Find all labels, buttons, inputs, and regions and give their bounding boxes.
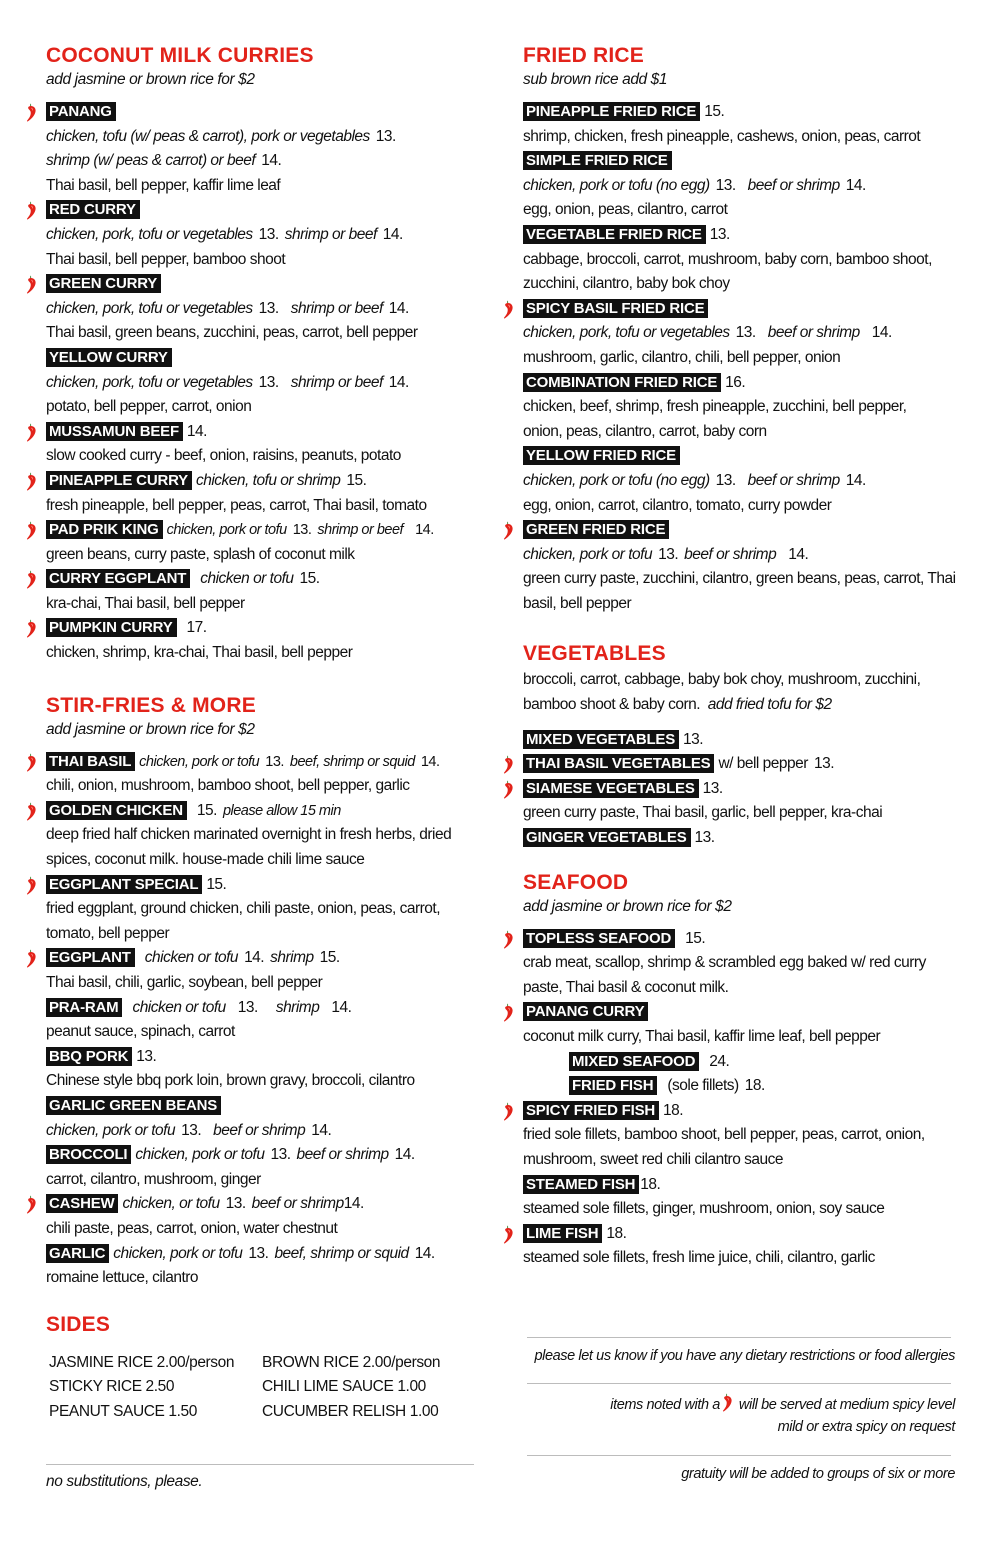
stirfries-list <box>46 750 476 1291</box>
item-description: potato, bell pepper, carrot, onion <box>46 398 252 416</box>
item-option: chicken, tofu (w/ peas & carrot), pork or vegetables <box>46 127 370 145</box>
item-price: 14. <box>244 949 265 967</box>
item-name: PINEAPPLE FRIED RICE <box>523 102 700 121</box>
sides-row <box>49 1351 475 1376</box>
menu-item-spicy-basil-fried-rice <box>523 297 963 371</box>
chili-pepper-icon <box>503 300 514 319</box>
item-name: GINGER VEGETABLES <box>523 828 691 847</box>
chili-pepper-icon <box>503 930 514 949</box>
item-price: 18. <box>663 1101 684 1119</box>
item-price: 14. <box>343 1195 364 1213</box>
item-option: shrimp or beef <box>284 225 377 243</box>
item-price: 13. <box>258 373 279 391</box>
chili-pepper-icon <box>26 949 37 968</box>
item-option: shrimp or beef <box>317 522 404 539</box>
item-description: chicken, beef, shrimp, fresh pineapple, zucchini, bell pepper, onion, peas, cilantro, carrot, baby corn <box>523 398 907 440</box>
item-price: 13. <box>292 522 312 539</box>
item-description: crab meat, scallop, shrimp & scrambled egg baked w/ red curry paste, Thai basil & coconut milk. <box>523 954 926 996</box>
item-description: kra-chai, Thai basil, bell pepper <box>46 594 245 612</box>
item-price: 13. <box>813 755 835 773</box>
chili-pepper-icon <box>503 780 514 799</box>
item-name: GREEN FRIED RICE <box>523 520 669 539</box>
curries-list <box>46 100 476 666</box>
item-price: 13. <box>237 998 258 1016</box>
item-price: 16. <box>725 373 746 391</box>
chili-pepper-icon <box>503 1225 514 1244</box>
item-description: slow cooked curry - beef, onion, raisins, peanuts, potato <box>46 447 401 465</box>
item-name: PANANG <box>46 102 116 121</box>
menu-item-golden-chicken <box>46 799 476 873</box>
item-note: (sole fillets) <box>667 1077 739 1095</box>
item-option: chicken, pork or tofu <box>166 522 287 539</box>
item-option: shrimp (w/ peas & carrot) or beef <box>46 152 256 170</box>
item-option: shrimp <box>270 949 314 967</box>
item-name: GREEN CURRY <box>46 274 161 293</box>
chili-pepper-icon <box>26 472 37 491</box>
item-price: 24. <box>709 1052 730 1070</box>
item-description: Chinese style bbq pork loin, brown gravy, broccoli, cilantro <box>46 1072 415 1090</box>
chili-pepper-icon <box>26 423 37 442</box>
allergies-note: please let us know if you have any dietary restrictions or food allergies <box>534 1348 955 1364</box>
right-column <box>523 44 963 1271</box>
item-option: chicken, pork or tofu (no egg) <box>523 176 710 194</box>
item-name: PINEAPPLE CURRY <box>46 471 192 490</box>
item-description: egg, onion, carrot, cilantro, tomato, curry powder <box>523 496 832 514</box>
sides-title: SIDES <box>46 1312 111 1336</box>
item-price: 13. <box>270 1146 291 1164</box>
item-option: beef, shrimp or squid <box>274 1244 409 1262</box>
item-name: EGGPLANT SPECIAL <box>46 875 202 894</box>
item-description: Thai basil, green beans, zucchini, peas, carrot, bell pepper <box>46 324 418 342</box>
side-item: CHILI LIME SAUCE 1.00 <box>262 1378 426 1396</box>
item-price: 14. <box>331 998 352 1016</box>
chili-pepper-icon <box>26 1195 37 1214</box>
menu-item-pineapple-curry <box>46 469 476 518</box>
vegetables-title: VEGETABLES <box>523 642 666 666</box>
side-item: CUCUMBER RELISH 1.00 <box>262 1402 439 1420</box>
item-option: beef or shrimp <box>747 471 840 489</box>
sides-row <box>49 1375 475 1400</box>
chili-pepper-icon <box>722 1393 733 1412</box>
menu-item-thai-basil-vegetables <box>523 752 963 777</box>
item-price: 14. <box>394 1146 415 1164</box>
item-name: SPICY FRIED FISH <box>523 1101 659 1120</box>
item-name: GOLDEN CHICKEN <box>46 801 187 820</box>
item-price: 13. <box>258 225 279 243</box>
menu-item-pumpkin-curry <box>46 616 476 665</box>
divider <box>46 1464 474 1465</box>
item-option: beef or shrimp <box>251 1195 344 1213</box>
item-description: chili, onion, mushroom, bamboo shoot, bell pepper, garlic <box>46 777 410 795</box>
item-option: chicken, pork, tofu or vegetables <box>523 324 730 342</box>
menu-item-eggplant <box>46 946 476 995</box>
spicy-level-note <box>610 1393 955 1438</box>
item-option: beef or shrimp <box>296 1146 389 1164</box>
seafood-list <box>523 927 963 1271</box>
item-price: 15. <box>704 103 725 120</box>
chili-pepper-icon <box>26 275 37 294</box>
item-name: STEAMED FISH <box>523 1175 639 1194</box>
left-column <box>46 44 476 1425</box>
item-price: 15. <box>196 801 217 819</box>
menu-item-siamese-vegetables <box>523 777 963 826</box>
side-item: JASMINE RICE 2.00/person <box>49 1353 235 1371</box>
sides-row <box>49 1400 475 1425</box>
chili-pepper-icon <box>503 521 514 540</box>
chili-pepper-icon <box>503 1102 514 1121</box>
item-price: 14. <box>788 545 809 563</box>
item-option: shrimp <box>275 998 320 1016</box>
item-name: CASHEW <box>46 1194 118 1213</box>
item-name: THAI BASIL VEGETABLES <box>523 754 714 773</box>
chili-pepper-icon <box>26 619 37 638</box>
vegetables-list <box>523 728 963 851</box>
item-option: chicken, pork, tofu or vegetables <box>46 373 253 391</box>
item-description: green beans, curry paste, splash of coconut milk <box>46 545 355 563</box>
menu-item-green-fried-rice <box>523 518 963 616</box>
item-name: TOPLESS SEAFOOD <box>523 929 675 948</box>
item-price: 14. <box>311 1121 332 1139</box>
chili-pepper-icon <box>26 570 37 589</box>
item-description: Thai basil, bell pepper, bamboo shoot <box>46 250 286 268</box>
item-option: beef or shrimp <box>767 324 860 342</box>
item-price: 13. <box>136 1047 157 1065</box>
item-option: chicken or tofu <box>200 570 294 588</box>
item-price: 14. <box>845 471 866 489</box>
item-price: 14. <box>382 225 403 243</box>
item-price: 13. <box>702 779 723 797</box>
item-name: MIXED VEGETABLES <box>523 730 679 749</box>
fried-rice-title: FRIED RICE <box>523 44 645 67</box>
menu-item-lime-fish <box>523 1222 963 1271</box>
item-name: EGGPLANT <box>46 948 135 967</box>
item-option: chicken, pork or tofu <box>139 753 260 770</box>
item-option: chicken, pork or tofu <box>523 545 653 563</box>
item-name: YELLOW CURRY <box>46 348 172 367</box>
item-price: 14. <box>388 373 409 391</box>
item-description: green curry paste, Thai basil, garlic, bell pepper, kra-chai <box>523 804 883 822</box>
item-price: 14. <box>414 1244 435 1262</box>
item-price: 14. <box>845 176 866 194</box>
item-name: MUSSAMUN BEEF <box>46 422 183 441</box>
item-price: 13. <box>683 730 704 748</box>
item-name: BROCCOLI <box>46 1145 131 1164</box>
item-description: steamed sole fillets, ginger, mushroom, onion, soy sauce <box>523 1200 885 1218</box>
item-option: chicken, pork or tofu (no egg) <box>523 471 710 489</box>
chili-pepper-icon <box>26 103 37 122</box>
no-substitutions-note: no substitutions, please. <box>46 1473 203 1490</box>
item-option: beef or shrimp <box>747 176 840 194</box>
item-extra: w/ bell pepper <box>718 755 808 773</box>
item-price: 13. <box>225 1195 246 1213</box>
item-price: 13. <box>248 1244 269 1262</box>
item-name: RED CURRY <box>46 200 140 219</box>
item-price: 14. <box>871 324 892 342</box>
menu-item-ginger-vegetables <box>523 826 963 851</box>
item-option: chicken, tofu or shrimp <box>195 471 341 489</box>
vegetables-intro-text: broccoli, carrot, cabbage, baby bok choy, mushroom, zucchini, bamboo shoot & baby corn. <box>523 671 921 714</box>
item-name: SIMPLE FRIED RICE <box>523 151 672 170</box>
item-description: cabbage, broccoli, carrot, mushroom, baby corn, bamboo shoot, zucchini, cilantro, baby bok choy <box>523 250 932 293</box>
side-item: BROWN RICE 2.00/person <box>262 1353 441 1371</box>
item-description: fried sole fillets, bamboo shoot, bell pepper, peas, carrot, onion, mushroom, sweet red chili cilantro sauce <box>523 1126 925 1168</box>
item-name: FRIED FISH <box>569 1076 657 1095</box>
item-name: SPICY BASIL FRIED RICE <box>523 299 708 318</box>
menu-item-topless-seafood <box>523 927 963 1001</box>
menu-item-mussamun-beef <box>46 420 476 469</box>
item-name: PUMPKIN CURRY <box>46 618 177 637</box>
item-description: egg, onion, peas, cilantro, carrot <box>523 201 728 219</box>
item-option: chicken, pork, tofu or vegetables <box>46 299 253 317</box>
menu-item-cashew <box>46 1192 476 1241</box>
menu-item-thai-basil <box>46 750 476 799</box>
item-description: chili paste, peas, carrot, onion, water chestnut <box>46 1219 338 1237</box>
divider <box>527 1383 951 1384</box>
menu-item-garlic-green-beans <box>46 1094 476 1143</box>
item-name: GARLIC <box>46 1244 109 1263</box>
item-name: VEGETABLE FRIED RICE <box>523 225 706 244</box>
fried-rice-list <box>523 100 963 616</box>
item-description: Thai basil, chili, garlic, soybean, bell pepper <box>46 974 323 991</box>
chili-pepper-icon <box>26 521 37 540</box>
chili-pepper-icon <box>503 755 514 774</box>
menu-item-vegetable-fried-rice <box>523 223 963 297</box>
item-price: 13. <box>735 324 756 342</box>
item-name: PANANG CURRY <box>523 1002 648 1021</box>
item-price: 17. <box>186 619 207 637</box>
menu-item-mixed-vegetables <box>523 728 963 753</box>
menu-item-green-curry <box>46 272 476 346</box>
item-option: chicken, pork or tofu <box>46 1121 176 1139</box>
item-price: 13. <box>658 545 679 563</box>
item-name: MIXED SEAFOOD <box>569 1052 699 1071</box>
item-description: fresh pineapple, bell pepper, peas, carrot, Thai basil, tomato <box>46 496 427 514</box>
menu-item-panang <box>46 100 476 198</box>
vegetables-intro <box>523 668 933 717</box>
item-price: 13. <box>694 829 715 847</box>
item-option: chicken, pork, tofu or vegetables <box>46 225 253 243</box>
item-name: YELLOW FRIED RICE <box>523 446 680 465</box>
item-price: 13. <box>375 127 396 145</box>
menu-item-yellow-fried-rice <box>523 444 963 518</box>
menu-item-combination-fried-rice <box>523 371 963 445</box>
sides-table <box>46 1351 475 1425</box>
menu-item-pad-prik-king <box>46 518 476 567</box>
menu-item-red-curry <box>46 198 476 272</box>
item-name: CURRY EGGPLANT <box>46 569 190 588</box>
item-description: carrot, cilantro, mushroom, ginger <box>46 1170 261 1188</box>
item-price: 13. <box>715 176 736 194</box>
item-price: 18. <box>744 1077 765 1095</box>
menu-item-eggplant-special <box>46 873 476 947</box>
item-option: chicken, pork or tofu <box>135 1146 265 1164</box>
divider <box>527 1455 951 1456</box>
item-price: 15. <box>319 949 340 967</box>
item-price: 14. <box>420 753 440 770</box>
menu-item-yellow-curry <box>46 346 476 420</box>
fried-rice-subtitle: sub brown rice add $1 <box>523 71 668 88</box>
item-price: 18. <box>640 1175 661 1193</box>
item-description: steamed sole fillets, fresh lime juice, chili, cilantro, garlic <box>523 1249 875 1267</box>
item-name: PAD PRIK KING <box>46 520 163 539</box>
item-option: chicken or tofu <box>144 949 239 967</box>
menu-item-spicy-fried-fish <box>523 1099 963 1173</box>
item-name: PRA-RAM <box>46 998 122 1017</box>
item-price: 13. <box>258 299 279 317</box>
item-option: beef or shrimp <box>213 1121 306 1139</box>
item-name: SIAMESE VEGETABLES <box>523 779 699 798</box>
item-description: Thai basil, bell pepper, kaffir lime leaf <box>46 176 281 194</box>
menu-item-broccoli <box>46 1143 476 1192</box>
item-description: deep fried half chicken marinated overnight in fresh herbs, dried spices, coconut milk. house-made chili lime sauce <box>46 826 452 869</box>
side-item: STICKY RICE 2.50 <box>49 1378 175 1396</box>
chili-pepper-icon <box>26 802 37 821</box>
seafood-title: SEAFOOD <box>523 870 629 894</box>
item-price: 15. <box>685 929 706 947</box>
item-price: 13. <box>709 225 730 243</box>
seafood-subtitle: add jasmine or brown rice for $2 <box>523 897 732 915</box>
item-price: 15. <box>299 570 320 588</box>
item-description: chicken, shrimp, kra-chai, Thai basil, bell pepper <box>46 644 353 662</box>
item-price: 14. <box>186 422 207 440</box>
chili-pepper-icon <box>503 1003 514 1022</box>
item-name: GARLIC GREEN BEANS <box>46 1096 221 1115</box>
item-option: beef or shrimp <box>684 545 777 563</box>
menu-item-pineapple-fried-rice <box>523 100 963 149</box>
spicy-note-line2: mild or extra spicy on request <box>777 1419 955 1435</box>
item-description: shrimp, chicken, fresh pineapple, cashews, onion, peas, carrot <box>523 127 921 145</box>
spicy-note-post: will be served at medium spicy level <box>738 1397 955 1413</box>
menu-item-steamed-fish <box>523 1173 963 1222</box>
item-name: BBQ PORK <box>46 1047 132 1066</box>
item-option: chicken or tofu <box>132 998 226 1016</box>
item-description: romaine lettuce, cilantro <box>46 1269 199 1287</box>
item-description: mushroom, garlic, cilantro, chili, bell pepper, onion <box>523 348 841 366</box>
chili-pepper-icon <box>26 876 37 895</box>
item-option: shrimp or beef <box>290 299 383 317</box>
item-price: 14. <box>415 522 434 539</box>
divider <box>527 1337 951 1338</box>
item-price: 13. <box>265 753 284 770</box>
item-option: shrimp or beef <box>290 373 383 391</box>
menu-item-simple-fried-rice <box>523 149 963 223</box>
side-item: PEANUT SAUCE 1.50 <box>49 1402 197 1420</box>
curries-subtitle: add jasmine or brown rice for $2 <box>46 71 255 88</box>
item-name: THAI BASIL <box>46 752 135 771</box>
item-description: fried eggplant, ground chicken, chili paste, onion, peas, carrot, tomato, bell pepper <box>46 900 441 942</box>
item-description: peanut sauce, spinach, carrot <box>46 1023 235 1041</box>
item-price: 13. <box>181 1121 202 1139</box>
item-option: chicken, pork or tofu <box>113 1244 243 1262</box>
menu-item-garlic <box>46 1242 476 1291</box>
item-price: 14. <box>261 152 282 170</box>
menu-item-bbq-pork <box>46 1045 476 1094</box>
spicy-note-pre: items noted with a <box>610 1397 720 1413</box>
item-description: green curry paste, zucchini, cilantro, green beans, peas, carrot, Thai basil, bell pepper <box>523 570 956 612</box>
item-option: beef, shrimp or squid <box>289 753 415 770</box>
curries-title: COCONUT MILK CURRIES <box>46 44 314 67</box>
item-name: COMBINATION FRIED RICE <box>523 373 721 392</box>
item-price: 14. <box>388 299 409 317</box>
item-note: please allow 15 min <box>222 802 341 819</box>
item-price: 13. <box>715 471 736 489</box>
menu-item-panang-curry-seafood <box>523 1000 963 1098</box>
menu-item-curry-eggplant <box>46 567 476 616</box>
item-price: 18. <box>606 1224 627 1242</box>
vegetables-intro-note: add fried tofu for $2 <box>707 696 832 714</box>
gratuity-note: gratuity will be added to groups of six or more <box>681 1466 955 1482</box>
chili-pepper-icon <box>26 753 37 772</box>
item-price: 15. <box>206 875 227 893</box>
stirfries-title: STIR-FRIES & MORE <box>46 693 256 717</box>
item-option: chicken, or tofu <box>122 1195 220 1213</box>
menu-item-pra-ram <box>46 996 476 1045</box>
stirfries-subtitle: add jasmine or brown rice for $2 <box>46 720 255 738</box>
chili-pepper-icon <box>26 201 37 220</box>
item-description: coconut milk curry, Thai basil, kaffir lime leaf, bell pepper <box>523 1028 881 1045</box>
item-name: LIME FISH <box>523 1224 602 1243</box>
item-price: 15. <box>346 471 367 489</box>
